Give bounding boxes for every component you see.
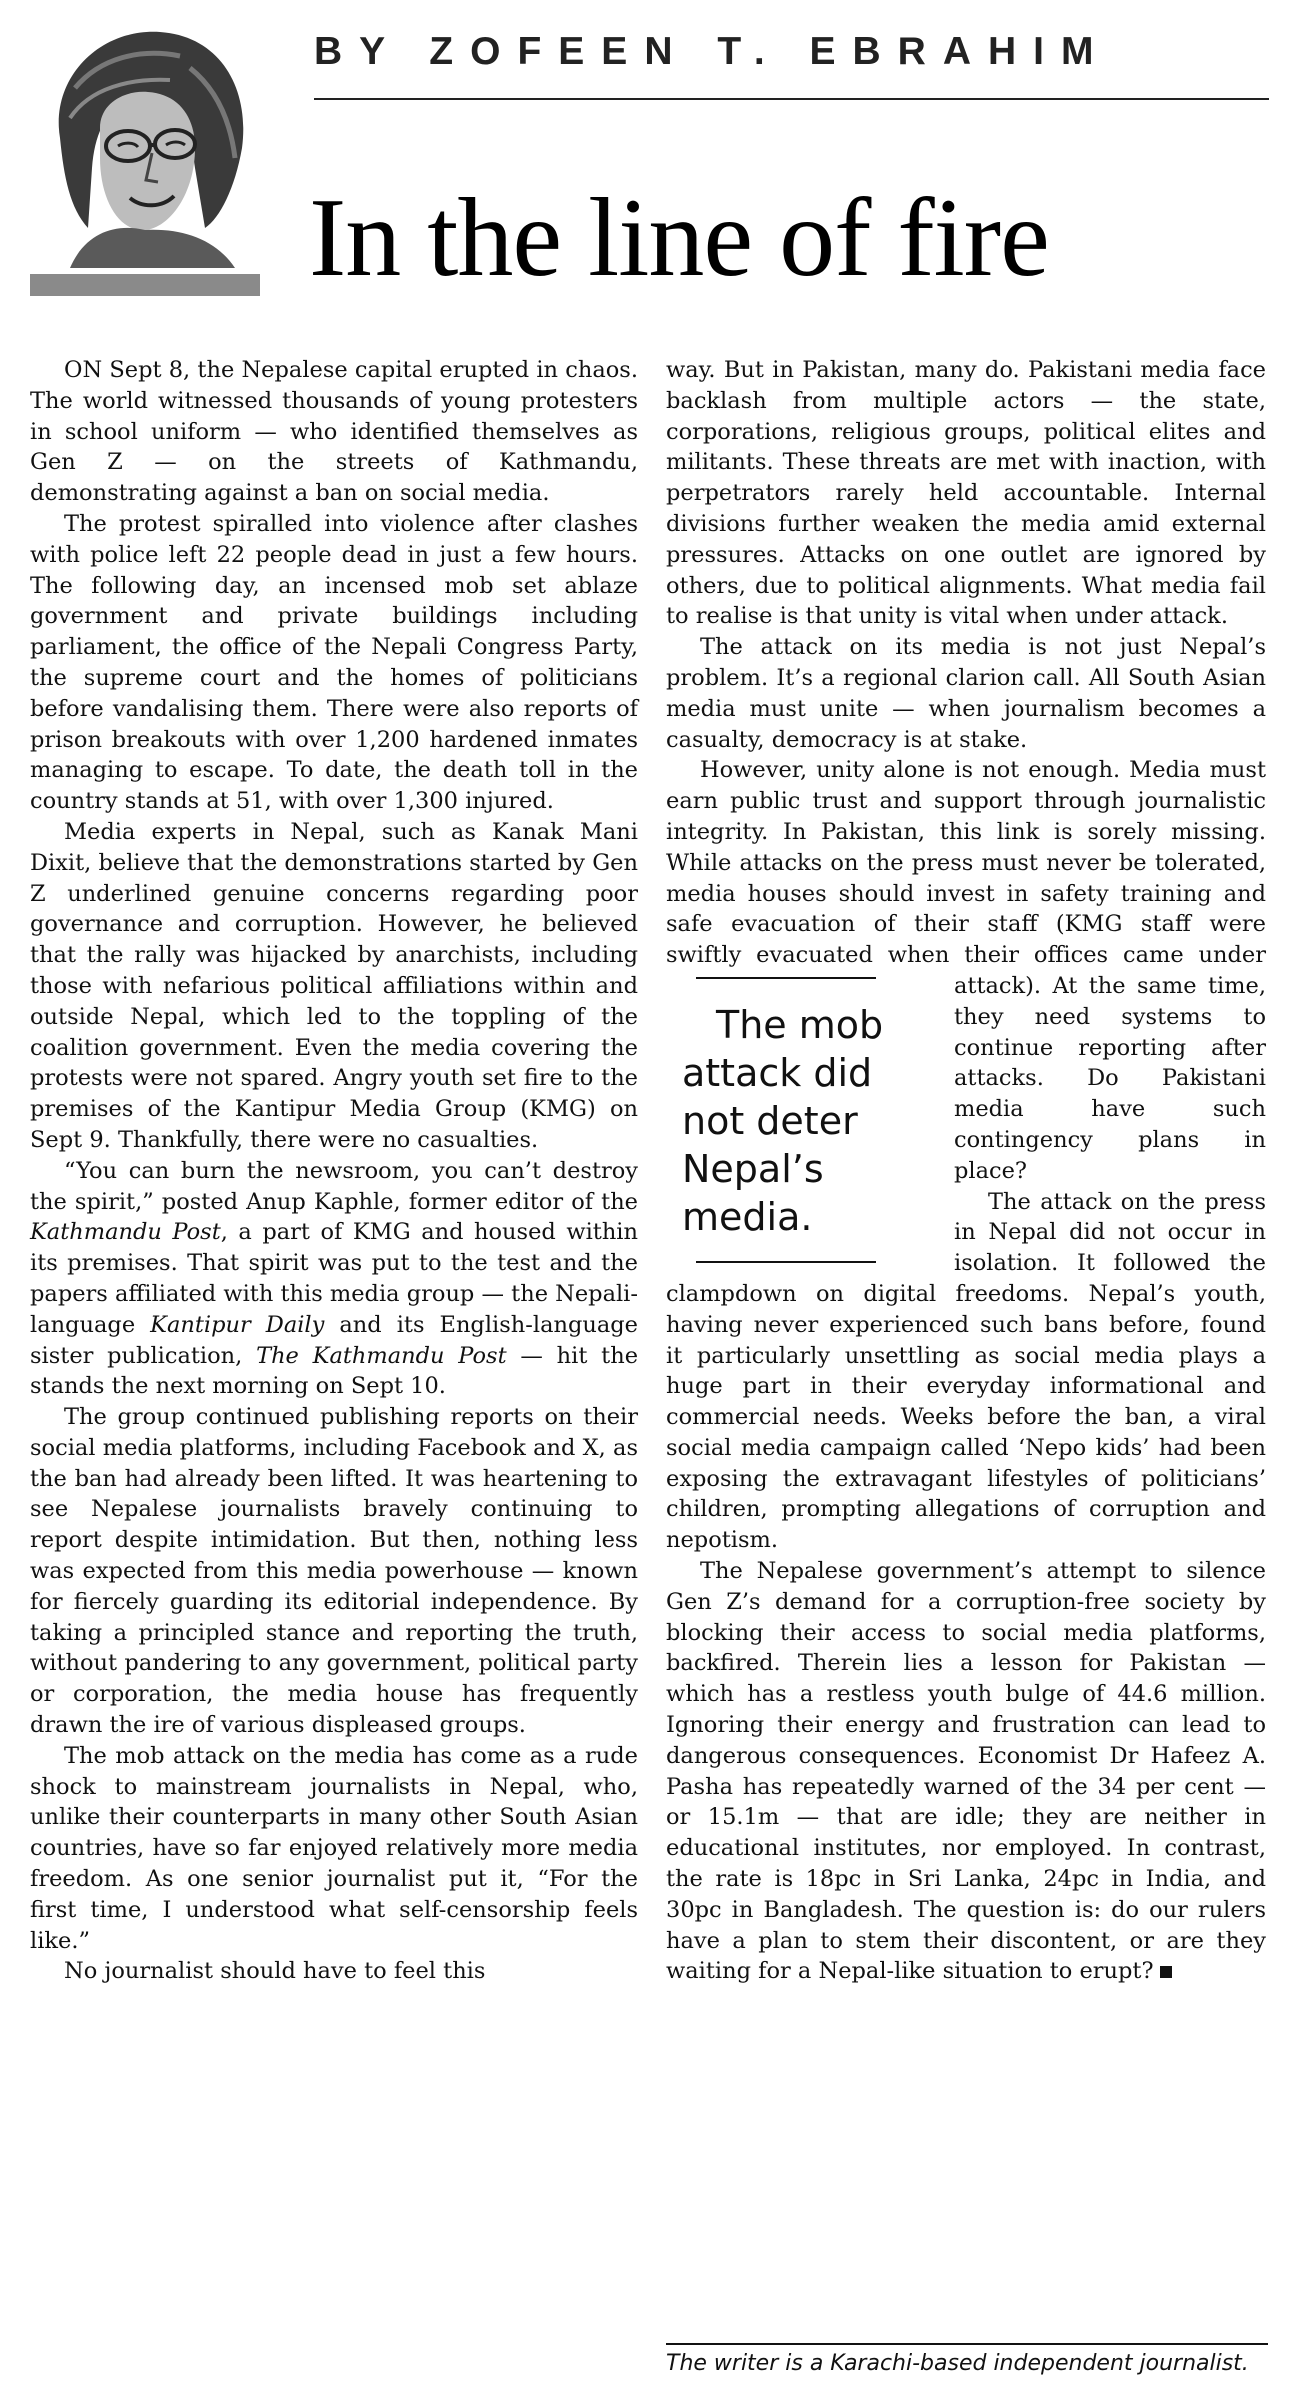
paragraph <box>30 1156 638 1402</box>
paragraph-text: , a part of KMG and housed within its premises. That spirit was put to the test and the papers affiliated with this media group — the Nepali-language <box>30 1219 638 1338</box>
paragraph: The group continued publishing reports on their social media platforms, including Facebook and X, as the ban had already been lifted. It was heartening to see Nepalese journalists bravely continuing to report despite intimidation. But then, nothing less was expected from this media powerhouse — known for fiercely guarding its editorial independence. By taking a principled stance and reporting the truth, without pandering to any government, political party or corporation, the media house has frequently drawn the ire of various displeased groups. <box>30 1404 638 1739</box>
author-note: The writer is a Karachi-based independent journalist. <box>666 2351 1249 2376</box>
paragraph: way. But in Pakistan, many do. Pakistani media face backlash from multiple actors — the state, corporations, religious groups, political elites and militants. These threats are met with inaction, with perpetrators rarely held accountable. Internal divisions further weaken the media amid external pressures. Attacks on one outlet are ignored by others, due to political alignments. What media fail to realise is that unity is vital when under attack. <box>666 357 1266 630</box>
paragraph: The attack on the press in Nepal did not occur in isolation. It followed the clampdown on digital freedoms. Nepal’s youth, having never experienced such bans before, found it particularly unsettling as social media plays a huge part in their everyday informational and commercial needs. Weeks before the ban, a viral social media campaign called ‘Nepo kids’ had been exposing the extravagant lifestyles of politicians’ children, prompting allegations of corruption and nepotism. <box>666 1188 1266 1554</box>
publication-name: Kantipur Daily <box>150 1311 325 1338</box>
paragraph: The protest spiralled into violence after clashes with police left 22 people dead in just a few hours. The following day, an incensed mob set ablaze government and private buildings including parliament, the office of the Nepali Congress Party, the supreme court and the homes of politicians before vandalising them. There were also reports of prison breakouts with over 1,200 hardened inmates managing to escape. To date, the death toll in the country stands at 51, with over 1,300 injured. <box>30 510 638 815</box>
article-column-right <box>666 355 1266 1987</box>
publication-name: Kathmandu Post <box>30 1219 221 1246</box>
headline: In the line of fire <box>309 176 1049 300</box>
author-portrait <box>30 18 260 268</box>
paragraph-text: — hit the stands the next morning on Sept 10. <box>30 1342 639 1400</box>
end-mark-icon <box>1160 1966 1172 1978</box>
paragraph: No journalist should have to feel this <box>64 1958 486 1985</box>
paragraph <box>666 1556 1266 1987</box>
byline-divider <box>314 98 1269 100</box>
author-portrait-sketch <box>30 18 260 268</box>
paragraph: The attack on its media is not just Nepal’s problem. It’s a regional clarion call. All South Asian media must unite — when journalism becomes a casualty, democracy is at stake. <box>666 634 1266 753</box>
paragraph-text: The Nepalese government’s attempt to silence Gen Z’s demand for a corruption-free society by blocking their access to social media platforms, backfired. Therein lies a lesson for Pakistan — which has a restless youth bulge of 44.6 million. Ignoring their energy and frustration can lead to dangerous consequences. Economist Dr Hafeez A. Pasha has repeatedly warned of the 34 per cent — or 15.1m — that are idle; they are neither in educational institutes, nor employed. In contrast, the rate is 18pc in Sri Lanka, 24pc in India, and 30pc in Bangladesh. The question is: do our rulers have a plan to stem their discontent, or are they waiting for a Nepal-like situation to erupt? <box>666 1558 1266 1985</box>
publication-name: The Kathmandu Post <box>256 1342 507 1369</box>
paragraph: ON Sept 8, the Nepalese capital erupted in chaos. The world witnessed thousands of young protesters in school uniform — who identified themselves as Gen Z — on the streets of Kathmandu, demonstrating against a ban on social media. <box>30 357 638 507</box>
paragraph: Media experts in Nepal, such as Kanak Mani Dixit, believe that the demonstrations started by Gen Z underlined genuine concerns regarding poor governance and corruption. However, he believed that the rally was hijacked by anarchists, including those with nefarious political affiliations within and outside Nepal, which led to the toppling of the coalition government. Even the media covering the protests were not spared. Angry youth set fire to the premises of the Kantipur Media Group (KMG) on Sept 9. Thankfully, there were no casualties. <box>30 818 638 1153</box>
article-column-left <box>30 355 638 1987</box>
paragraph-text: they need systems to continue reporting after attacks. Do Pakistani media have such contingency plans in place? <box>954 1003 1266 1184</box>
paragraph: The mob attack on the media has come as a rude shock to mainstream journalists in Nepal, who, unlike their counterparts in many other South Asian countries, have so far enjoyed relatively more media freedom. As one senior journalist put it, “For the first time, I understood what self-censorship feels like.” <box>30 1742 638 1954</box>
paragraph-text: and its English-language sister publication, <box>30 1311 638 1369</box>
pull-quote-rule-bottom <box>696 1261 876 1263</box>
portrait-accent-bar <box>30 274 260 296</box>
paragraph-text: “You can burn the newsroom, you can’t destroy the spirit,” posted Anup Kaphle, former editor of the <box>30 1157 638 1215</box>
pull-quote <box>666 971 934 1263</box>
pull-quote-text: The mob attack did not deter Nepal’s media. <box>682 1002 884 1239</box>
footer-divider <box>666 2343 1268 2345</box>
paragraph <box>666 755 1266 1239</box>
article-header <box>24 18 1269 298</box>
paragraph-text: However, unity alone is not enough. Media must earn public trust and support through journalistic integrity. In Pakistan, this link is sorely missing. While attacks on the press must never be tolerated, media houses should invest in safety training and safe evacuation of their staff (KMG staff were swiftly evacuated when their offices came under attack). At the same time, <box>666 757 1266 999</box>
author-byline: BY ZOFEEN T. EBRAHIM <box>314 30 1111 73</box>
